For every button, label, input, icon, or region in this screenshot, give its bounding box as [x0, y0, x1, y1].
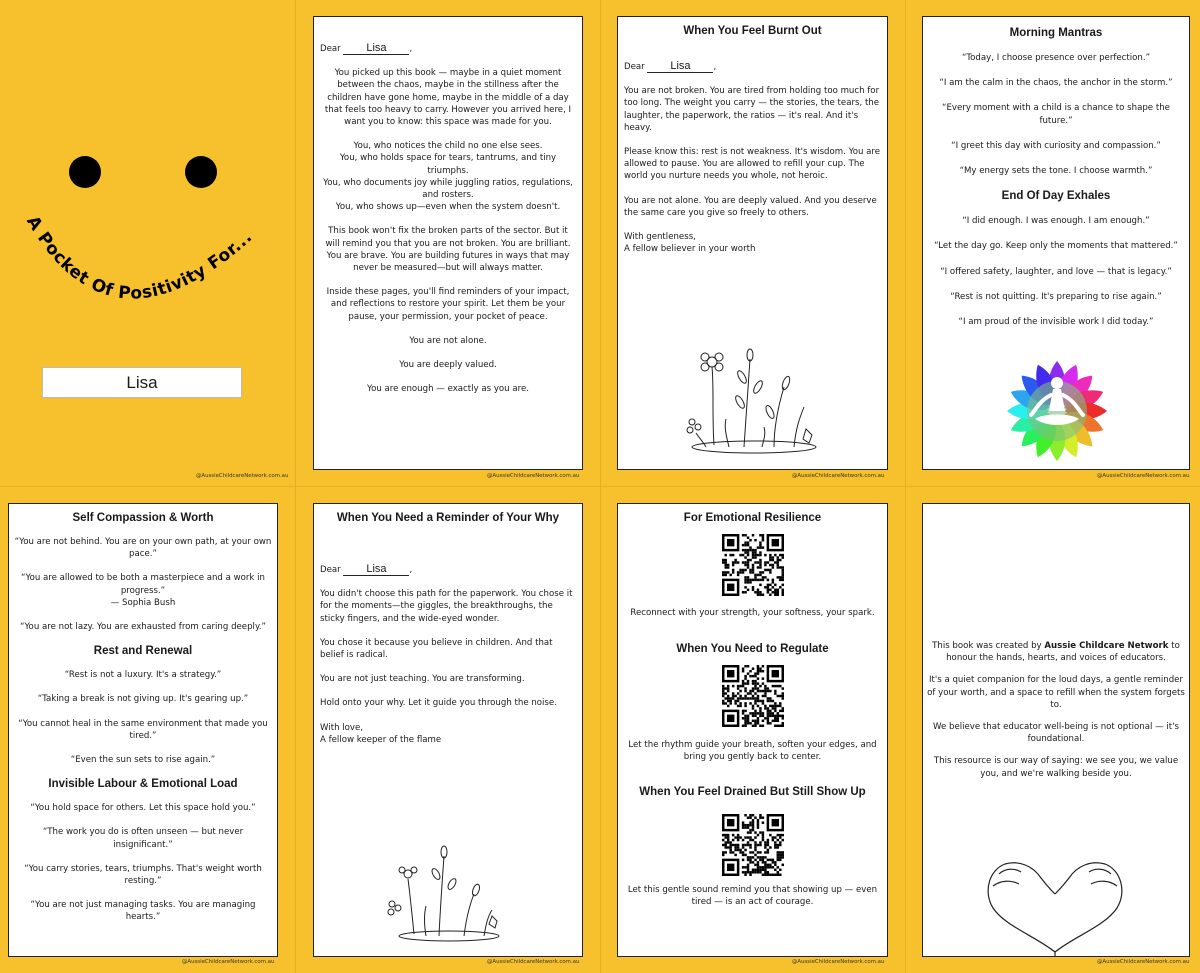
text-paragraph: You are enough — exactly as you are. [367, 384, 529, 395]
mantras-list [925, 52, 1187, 177]
why-body [320, 588, 576, 746]
regulate-title: When You Need to Regulate [676, 643, 829, 656]
comma: , [409, 44, 413, 54]
credit-text: @AussieChildcareNetwork.com.au [792, 473, 885, 479]
closing-card [922, 503, 1190, 957]
text-paragraph: “You hold space for others. Let this space hold you.” [30, 803, 256, 814]
text-paragraph: You picked up this book — maybe in a quiet moment between the chaos, maybe in the stillness after the children have gone home, maybe in the middle of a day that feels too heavy to carry. However you arrived here, I want you to know: this space was made for you. [324, 68, 572, 128]
exhales-list [925, 215, 1187, 328]
why-greeting [320, 564, 576, 576]
mantras-title: Morning Mantras [1009, 27, 1103, 39]
cover-page [0, 0, 295, 486]
compassion-title: Self Compassion & Worth [72, 512, 214, 524]
credit-text: @AussieChildcareNetwork.com.au [196, 473, 289, 479]
text-paragraph: “Let the day go. Keep only the moments that mattered.” [934, 241, 1178, 252]
text-paragraph: “Rest is not quitting. It's preparing to rise again.” [950, 291, 1162, 302]
flowers-illustration [384, 844, 514, 944]
recipient-name: Lisa [343, 43, 409, 55]
mantras-card [922, 16, 1190, 470]
text-paragraph: “I am proud of the invisible work I did today.” [958, 317, 1154, 328]
text-paragraph: Inside these pages, you'll find reminders of your impact, and reflections to restore your spirit. Let them be your pause, your permission, your pocket of peace. [326, 287, 570, 322]
smiley-face-icon [0, 0, 295, 486]
text-paragraph: “Even the sun sets to rise again.” [70, 755, 216, 766]
comma: , [409, 565, 413, 575]
text-paragraph: “I greet this day with curiosity and compassion.” [951, 140, 1161, 151]
rest-title: Rest and Renewal [93, 645, 193, 658]
closing-text: to honour the hands, hearts, and voices of educators. [946, 641, 1180, 664]
drained-text: Let this gentle sound remind you that showing up — even tired — is an act of courage. [627, 884, 878, 907]
labour-list [12, 802, 274, 923]
closing-paragraph: We believe that educator well-being is not optional — it's foundational. [932, 722, 1180, 745]
text-paragraph: “My energy sets the tone. I choose warmth.” [959, 166, 1153, 177]
rest-list [12, 669, 274, 766]
credit-text: @AussieChildcareNetwork.com.au [1097, 959, 1190, 965]
compassion-card [8, 503, 278, 957]
text-paragraph: “I am the calm in the chaos, the anchor in the storm.” [939, 78, 1173, 89]
heart-hands-icon [975, 856, 1135, 956]
text-paragraph: Please know this: rest is not weakness. It's wisdom. You are allowed to pause. You are allowed to refill your cup. The world you nurture needs you whole, not heroic. [624, 147, 881, 182]
text-paragraph: You didn't choose this path for the paperwork. You chose it for the moments—the giggles, the breakthroughs, the sticky fingers, and the wide-eyed wonder. [320, 589, 573, 624]
resilience-text: Reconnect with your strength, your softness, your spark. [630, 608, 875, 618]
letter-card [313, 16, 583, 470]
text-paragraph: “Every moment with a child is a chance to shape the future.” [942, 103, 1170, 126]
panel-divider [0, 486, 1200, 487]
text-paragraph: With gentleness, A fellow believer in your worth [624, 232, 756, 255]
burnout-greeting [624, 61, 881, 73]
text-paragraph: “The work you do is often unseen — but never insignificant.” [42, 827, 244, 850]
drained-title: When You Feel Drained But Still Show Up [639, 785, 866, 798]
burnout-card [617, 16, 888, 470]
credit-text: @AussieChildcareNetwork.com.au [1097, 473, 1190, 479]
text-paragraph: This book won't fix the broken parts of the sector. But it will remind you that you are not broken. You are brilliant. You are brave. You are building futures in ways that may never be measured—but will always matter. [325, 226, 571, 274]
dear-label: Dear [624, 62, 645, 72]
flowers-illustration [674, 347, 834, 457]
qr-code-icon[interactable] [722, 814, 784, 876]
exhales-title: End Of Day Exhales [1001, 190, 1111, 203]
closing-text: This book was created by [932, 641, 1045, 651]
text-paragraph: You chose it because you believe in children. And that belief is radical. [320, 637, 553, 661]
text-paragraph: Hold onto your why. Let it guide you through the noise. [320, 698, 557, 709]
why-title: When You Need a Reminder of Your Why [336, 512, 560, 524]
text-paragraph: “You are allowed to be both a masterpiece and a work in progress.” — Sophia Bush [21, 573, 265, 608]
credit-text: @AussieChildcareNetwork.com.au [487, 959, 580, 965]
text-paragraph: You, who notices the child no one else sees. You, who holds space for tears, tantrums, and tiny triumphs. You, who documents joy while juggling ratios, regulations, and rosters. You, who shows up—even when the system doesn't. [323, 141, 573, 213]
text-paragraph: “Rest is not a luxury. It's a strategy.” [64, 670, 222, 681]
text-paragraph: “Taking a break is not giving up. It's gearing up.” [37, 694, 249, 705]
comma: , [713, 62, 717, 72]
text-paragraph: “You carry stories, tears, triumphs. That's weight worth resting.” [24, 863, 262, 887]
burnout-body [624, 85, 881, 255]
meditation-lotus-icon [1002, 356, 1112, 466]
recipient-name: Lisa [647, 61, 713, 73]
compassion-list [12, 536, 274, 633]
labour-title: Invisible Labour & Emotional Load [48, 778, 238, 791]
resilience-title: For Emotional Resilience [683, 512, 822, 524]
credit-text: @AussieChildcareNetwork.com.au [182, 959, 275, 965]
text-paragraph: You are not broken. You are tired from holding too much for too long. The weight you carry — the stories, the tears, the laughter, the paperwork, the ratios — it's real. And it's heavy. [624, 86, 880, 133]
text-paragraph: “You are not lazy. You are exhausted from caring deeply.” [20, 622, 266, 633]
recipient-name: Lisa [343, 564, 409, 576]
text-paragraph: “I offered safety, laughter, and love — that is legacy.” [940, 266, 1172, 277]
letter-body [320, 67, 576, 395]
regulate-text: Let the rhythm guide your breath, soften your edges, and bring you gently back to center. [628, 740, 877, 763]
cover-title: A Pocket Of Positivity For... [22, 212, 257, 304]
why-card [313, 503, 583, 957]
text-paragraph: You are not just teaching. You are transforming. [320, 674, 525, 685]
text-paragraph: “You are not just managing tasks. You are managing hearts.” [30, 900, 256, 923]
text-paragraph: “You cannot heal in the same environment that made you tired.” [18, 718, 268, 741]
eye-right [185, 156, 217, 188]
cover-title-arc [22, 213, 256, 304]
closing-paragraph: It's a quiet companion for the loud days, a gentle reminder of your worth, and a space to refill when the system forgets to. [927, 675, 1185, 710]
brand-name: Aussie Childcare Network [1044, 641, 1169, 651]
qr-code-icon[interactable] [722, 665, 784, 727]
credit-text: @AussieChildcareNetwork.com.au [792, 959, 885, 965]
text-paragraph: “You are not behind. You are on your own path, at your own pace.” [14, 537, 272, 560]
eye-left [69, 156, 101, 188]
dear-label: Dear [320, 44, 341, 54]
letter-greeting [320, 43, 576, 55]
text-paragraph: “I did enough. I was enough. I am enough.” [962, 216, 1150, 227]
text-paragraph: You are not alone. [409, 335, 487, 346]
burnout-title: When You Feel Burnt Out [683, 25, 822, 37]
closing-paragraph: This resource is our way of saying: we see you, we value you, and we're walking beside you. [933, 756, 1179, 779]
qr-code-icon[interactable] [722, 534, 784, 596]
credit-text: @AussieChildcareNetwork.com.au [487, 473, 580, 479]
text-paragraph: “Today, I choose presence over perfection.” [961, 53, 1151, 63]
cover-name-box: Lisa [42, 367, 242, 398]
closing-paragraph [927, 640, 1185, 664]
resilience-card [617, 503, 888, 957]
text-paragraph: You are not alone. You are deeply valued. And you deserve the same care you give so freely to others. [624, 195, 877, 218]
text-paragraph: With love, A fellow keeper of the flame [320, 722, 442, 745]
text-paragraph: You are deeply valued. [399, 360, 497, 371]
dear-label: Dear [320, 565, 341, 575]
